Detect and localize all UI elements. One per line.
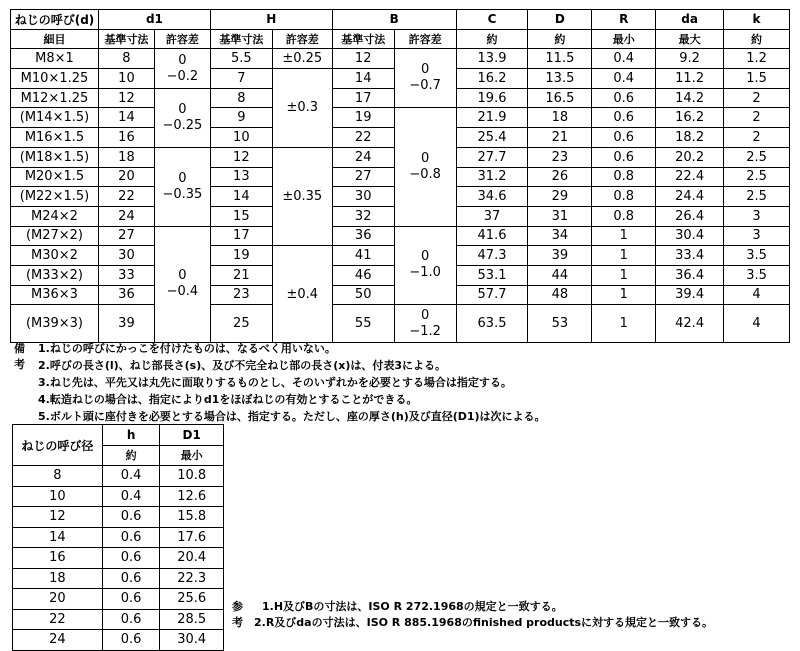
seat-subheader-h: 約 [102, 445, 160, 466]
cell-da: 14.2 [656, 88, 724, 108]
seat-cell-h: 0.6 [102, 507, 160, 528]
cell-H: 17 [210, 226, 272, 246]
cell-k: 2.5 [724, 147, 790, 167]
table-row [13, 527, 224, 548]
cell-size: M16×1.5 [11, 128, 99, 148]
cell-d1: 36 [98, 285, 154, 305]
cell-k: 1.2 [724, 49, 790, 69]
cell-C: 57.7 [456, 285, 528, 305]
cell-R: 0.8 [592, 187, 656, 207]
cell-da: 33.4 [656, 246, 724, 266]
cell-H-tolerance: ±0.25 [272, 49, 332, 69]
cell-H: 21 [210, 265, 272, 285]
table-row [13, 568, 224, 589]
cell-d1: 14 [98, 108, 154, 128]
subheader-B-tolerance: 許容差 [394, 29, 456, 49]
cell-C: 25.4 [456, 128, 528, 148]
subheader-H-tolerance: 許容差 [272, 29, 332, 49]
cell-da: 22.4 [656, 167, 724, 187]
note-item: 1.ねじの呼びにかっこを付けたものは、なるべく用いない。 [38, 342, 336, 355]
cell-C: 53.1 [456, 265, 528, 285]
cell-da: 42.4 [656, 305, 724, 343]
cell-D: 29 [528, 187, 592, 207]
cell-D: 21 [528, 128, 592, 148]
cell-D: 26 [528, 167, 592, 187]
seat-cell-h: 0.4 [102, 466, 160, 487]
cell-C: 19.6 [456, 88, 528, 108]
seat-cell-h: 0.6 [102, 568, 160, 589]
header-B: B [332, 10, 456, 30]
cell-H: 19 [210, 246, 272, 266]
cell-B: 12 [332, 49, 394, 69]
cell-H: 7 [210, 69, 272, 89]
cell-k: 2.5 [724, 187, 790, 207]
seat-cell-d: 10 [13, 486, 103, 507]
cell-B-tolerance-lower: −1.0 [409, 265, 441, 281]
header-H: H [210, 10, 332, 30]
seat-cell-d: 16 [13, 548, 103, 569]
cell-d1: 12 [98, 88, 154, 108]
cell-d1-tolerance-lower: −0.4 [166, 284, 199, 300]
cell-H: 14 [210, 187, 272, 207]
cell-size: (M39×3) [11, 305, 99, 343]
cell-R: 0.4 [592, 69, 656, 89]
subheader-fine: 細目 [11, 29, 99, 49]
cell-B: 30 [332, 187, 394, 207]
header-D: D [528, 10, 592, 30]
note-item: 2.呼びの長さ(l)、ねじ部長さ(s)、及び不完全ねじ部の長さ(x)は、付表3による。 [38, 359, 447, 372]
cell-R: 0.6 [592, 147, 656, 167]
cell-size: (M14×1.5) [11, 108, 99, 128]
cell-H: 25 [210, 305, 272, 343]
cell-R: 1 [592, 285, 656, 305]
header-C: C [456, 10, 528, 30]
cell-size: M12×1.25 [11, 88, 99, 108]
cell-d1: 24 [98, 206, 154, 226]
cell-C: 34.6 [456, 187, 528, 207]
seat-header-h: h [102, 425, 160, 446]
cell-C: 16.2 [456, 69, 528, 89]
seat-cell-D1: 12.6 [160, 486, 224, 507]
cell-R: 1 [592, 305, 656, 343]
cell-da: 36.4 [656, 265, 724, 285]
cell-C: 47.3 [456, 246, 528, 266]
cell-H-tolerance: ±0.35 [272, 147, 332, 245]
seat-cell-h: 0.6 [102, 527, 160, 548]
cell-B-tolerance-lower: −0.7 [409, 78, 441, 94]
table-row [11, 305, 790, 343]
cell-d1-tolerance-upper: 0 [178, 101, 187, 117]
cell-R: 0.6 [592, 88, 656, 108]
seat-cell-d: 20 [13, 589, 103, 610]
cell-B: 17 [332, 88, 394, 108]
cell-B: 50 [332, 285, 394, 305]
cell-d1-tolerance-lower: −0.25 [162, 117, 203, 133]
reference-item: 1.H及びBの寸法は、ISO R 272.1968の規定と一致する。 [262, 600, 563, 613]
cell-H-tolerance: ±0.3 [272, 69, 332, 148]
seat-cell-d: 24 [13, 630, 103, 651]
table-row [11, 226, 790, 246]
seat-cell-h: 0.6 [102, 609, 160, 630]
cell-C: 21.9 [456, 108, 528, 128]
seat-cell-d: 14 [13, 527, 103, 548]
cell-D: 39 [528, 246, 592, 266]
cell-size: M20×1.5 [11, 167, 99, 187]
seat-cell-D1: 10.8 [160, 466, 224, 487]
cell-size: M8×1 [11, 49, 99, 69]
cell-da: 16.2 [656, 108, 724, 128]
seat-cell-D1: 22.3 [160, 568, 224, 589]
header-thread: ねじの呼び(d) [11, 10, 99, 30]
cell-k: 1.5 [724, 69, 790, 89]
cell-D: 13.5 [528, 69, 592, 89]
cell-B: 36 [332, 226, 394, 246]
cell-size: M24×2 [11, 206, 99, 226]
table-row [13, 466, 224, 487]
cell-B-tolerance-lower: −0.8 [409, 167, 441, 182]
seat-cell-h: 0.6 [102, 630, 160, 651]
cell-C: 13.9 [456, 49, 528, 69]
cell-k: 3.5 [724, 265, 790, 285]
note-item: 4.転造ねじの場合は、指定によりd1をほぼねじの有効とすることができる。 [38, 393, 418, 406]
cell-d1: 30 [98, 246, 154, 266]
cell-D: 44 [528, 265, 592, 285]
seat-cell-h: 0.6 [102, 548, 160, 569]
subheader-da-max: 最大 [656, 29, 724, 49]
cell-k: 3 [724, 226, 790, 246]
cell-B-tolerance [394, 49, 456, 108]
cell-k: 2.5 [724, 167, 790, 187]
cell-D: 23 [528, 147, 592, 167]
table-row [13, 507, 224, 528]
notes-title: 備考 [14, 342, 25, 371]
cell-B-tolerance-upper: 0 [420, 307, 430, 323]
cell-B: 32 [332, 206, 394, 226]
cell-B: 19 [332, 108, 394, 128]
references-title: 参考 [232, 600, 243, 629]
cell-B: 24 [332, 147, 394, 167]
seat-subheader-D1: 最小 [160, 445, 224, 466]
cell-D: 16.5 [528, 88, 592, 108]
cell-da: 20.2 [656, 147, 724, 167]
cell-size: M36×3 [11, 285, 99, 305]
cell-d1-tolerance-lower: −0.35 [162, 186, 203, 202]
cell-C: 27.7 [456, 147, 528, 167]
cell-da: 9.2 [656, 49, 724, 69]
cell-C: 31.2 [456, 167, 528, 187]
table-row [13, 548, 224, 569]
cell-R: 0.8 [592, 167, 656, 187]
header-da: da [656, 10, 724, 30]
table-row [13, 589, 224, 610]
seat-cell-D1: 17.6 [160, 527, 224, 548]
seat-cell-D1: 15.8 [160, 507, 224, 528]
cell-H: 10 [210, 128, 272, 148]
cell-R: 0.6 [592, 108, 656, 128]
cell-k: 2 [724, 108, 790, 128]
cell-k: 3.5 [724, 246, 790, 266]
cell-B: 55 [332, 305, 394, 343]
cell-d1-tolerance-lower: −0.2 [166, 68, 199, 84]
cell-d1: 39 [98, 305, 154, 343]
cell-size: M10×1.25 [11, 69, 99, 89]
cell-d1-tolerance-upper: 0 [178, 52, 187, 68]
header-R: R [592, 10, 656, 30]
reference-item: 2.R及びdaの寸法は、ISO R 885.1968のfinished productsに対する規定と一致する。 [254, 616, 714, 629]
seat-cell-h: 0.6 [102, 589, 160, 610]
bolt-seat-table [12, 424, 224, 651]
cell-H: 13 [210, 167, 272, 187]
note-item: 5.ボルト頭に座付きを必要とする場合は、指定する。ただし、座の厚さ(h)及び直径(D1)は次による。 [38, 410, 546, 423]
cell-B-tolerance [394, 108, 456, 226]
cell-size: M30×2 [11, 246, 99, 266]
cell-B: 14 [332, 69, 394, 89]
cell-da: 30.4 [656, 226, 724, 246]
cell-B-tolerance [394, 226, 456, 305]
cell-d1-tolerance [154, 226, 210, 343]
cell-size: (M27×2) [11, 226, 99, 246]
note-item: 3.ねじ先は、平先又は丸先に面取りするものとし、そのいずれかを必要とする場合は指定する。 [38, 376, 512, 389]
cell-C: 41.6 [456, 226, 528, 246]
subheader-k-approx: 約 [724, 29, 790, 49]
cell-d1: 20 [98, 167, 154, 187]
cell-D: 34 [528, 226, 592, 246]
cell-R: 0.4 [592, 49, 656, 69]
cell-d1-tolerance-upper: 0 [178, 268, 187, 284]
cell-H: 9 [210, 108, 272, 128]
subheader-D-approx: 約 [528, 29, 592, 49]
subheader-d1-tolerance: 許容差 [154, 29, 210, 49]
cell-d1-tolerance [154, 49, 210, 88]
cell-d1: 22 [98, 187, 154, 207]
cell-H: 8 [210, 88, 272, 108]
cell-d1: 27 [98, 226, 154, 246]
seat-cell-d: 12 [13, 507, 103, 528]
cell-da: 18.2 [656, 128, 724, 148]
cell-H: 15 [210, 206, 272, 226]
cell-size: (M22×1.5) [11, 187, 99, 207]
cell-R: 0.8 [592, 206, 656, 226]
cell-d1-tolerance [154, 147, 210, 226]
cell-R: 0.6 [592, 128, 656, 148]
cell-D: 18 [528, 108, 592, 128]
cell-B-tolerance [394, 305, 456, 343]
cell-da: 39.4 [656, 285, 724, 305]
cell-B-tolerance-upper: 0 [420, 151, 430, 166]
subheader-H-basic: 基準寸法 [210, 29, 272, 49]
seat-header-D1: D1 [160, 425, 224, 446]
cell-B-tolerance-upper: 0 [420, 249, 430, 265]
bolt-dimension-table [10, 9, 790, 343]
cell-k: 4 [724, 285, 790, 305]
cell-da: 26.4 [656, 206, 724, 226]
cell-R: 1 [592, 226, 656, 246]
seat-cell-d: 18 [13, 568, 103, 589]
seat-cell-D1: 25.6 [160, 589, 224, 610]
cell-B-tolerance-upper: 0 [420, 62, 430, 78]
subheader-d1-basic: 基準寸法 [98, 29, 154, 49]
subheader-B-basic: 基準寸法 [332, 29, 394, 49]
cell-size: (M33×2) [11, 265, 99, 285]
cell-da: 11.2 [656, 69, 724, 89]
cell-D: 11.5 [528, 49, 592, 69]
seat-cell-D1: 28.5 [160, 609, 224, 630]
seat-cell-D1: 20.4 [160, 548, 224, 569]
cell-k: 2 [724, 88, 790, 108]
cell-d1: 8 [98, 49, 154, 69]
table-row [13, 609, 224, 630]
cell-B: 46 [332, 265, 394, 285]
table-row [11, 108, 790, 128]
cell-k: 3 [724, 206, 790, 226]
cell-R: 1 [592, 246, 656, 266]
cell-d1-tolerance-upper: 0 [178, 170, 187, 186]
cell-H: 5.5 [210, 49, 272, 69]
cell-da: 24.4 [656, 187, 724, 207]
cell-k: 2 [724, 128, 790, 148]
table-row [13, 486, 224, 507]
cell-H: 23 [210, 285, 272, 305]
seat-cell-D1: 30.4 [160, 630, 224, 651]
cell-D: 53 [528, 305, 592, 343]
cell-k: 4 [724, 305, 790, 343]
header-k: k [724, 10, 790, 30]
cell-D: 31 [528, 206, 592, 226]
table-row [11, 49, 790, 69]
seat-cell-h: 0.4 [102, 486, 160, 507]
cell-B: 41 [332, 246, 394, 266]
cell-H: 12 [210, 147, 272, 167]
seat-header-thread: ねじの呼び径 [13, 425, 103, 466]
cell-d1: 33 [98, 265, 154, 285]
subheader-C-approx: 約 [456, 29, 528, 49]
cell-H-tolerance: ±0.4 [272, 246, 332, 343]
cell-C: 37 [456, 206, 528, 226]
cell-B: 27 [332, 167, 394, 187]
subheader-R-min: 最小 [592, 29, 656, 49]
cell-D: 48 [528, 285, 592, 305]
cell-size: (M18×1.5) [11, 147, 99, 167]
cell-d1: 10 [98, 69, 154, 89]
cell-d1: 18 [98, 147, 154, 167]
seat-cell-d: 8 [13, 466, 103, 487]
seat-cell-d: 22 [13, 609, 103, 630]
cell-R: 1 [592, 265, 656, 285]
cell-C: 63.5 [456, 305, 528, 343]
header-d1: d1 [98, 10, 210, 30]
cell-B-tolerance-lower: −1.2 [409, 323, 441, 339]
cell-B: 22 [332, 128, 394, 148]
cell-d1: 16 [98, 128, 154, 148]
cell-d1-tolerance [154, 88, 210, 147]
